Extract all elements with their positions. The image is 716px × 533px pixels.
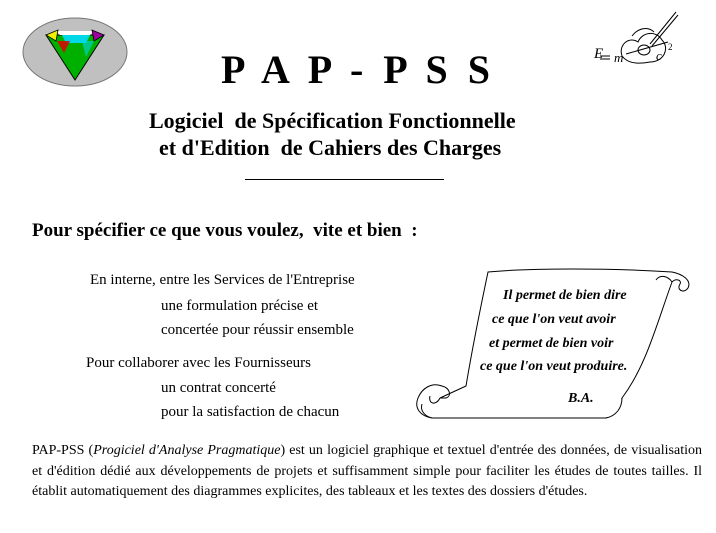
svg-text:2: 2: [668, 42, 673, 52]
quote-line-3: et permet de bien voir: [489, 336, 614, 351]
subtitle-line-1: Logiciel de Spécification Fonctionnelle: [149, 108, 516, 133]
quote-line-1: Il permet de bien dire: [503, 288, 627, 303]
description-paragraph: [32, 441, 702, 503]
quote-scroll: [410, 266, 695, 428]
subtitle-line-2: et d'Edition de Cahiers des Charges: [159, 135, 502, 160]
internal-line-2: concertée pour réussir ensemble: [161, 322, 354, 338]
description-rest: ) est un logiciel graphique et textuel d'entrée des données, de visualisation et d'édition dédié aux développements de projets et suffisamment simple pour faciliter les études de toutes tailles. Il établit automatiquement des diagrammes explicites, des tableaux et les textes des dossiers d'études.: [32, 443, 702, 499]
suppliers-line-1: un contrat concerté: [161, 380, 276, 396]
svg-text:E: E: [594, 46, 604, 62]
quote-line-4: ce que l'on veut produire.: [480, 359, 628, 374]
tagline: Pour spécifier ce que vous voulez, vite et bien :: [32, 220, 418, 241]
page-title: P A P - P S S: [221, 47, 495, 92]
quote-line-2: ce que l'on veut avoir: [492, 312, 616, 327]
description-lead: PAP-PSS (: [32, 443, 94, 458]
quote-signature: B.A.: [568, 391, 594, 406]
description-italic: Progiciel d'Analyse Pragmatique: [93, 443, 281, 458]
title-divider: [245, 179, 444, 180]
svg-text:m: m: [614, 50, 624, 65]
suppliers-heading: Pour collaborer avec les Fournisseurs: [86, 355, 311, 371]
suppliers-line-2: pour la satisfaction de chacun: [161, 404, 340, 420]
internal-heading: En interne, entre les Services de l'Entreprise: [90, 272, 355, 288]
internal-line-1: une formulation précise et: [161, 298, 319, 314]
svg-text:c: c: [656, 48, 662, 63]
